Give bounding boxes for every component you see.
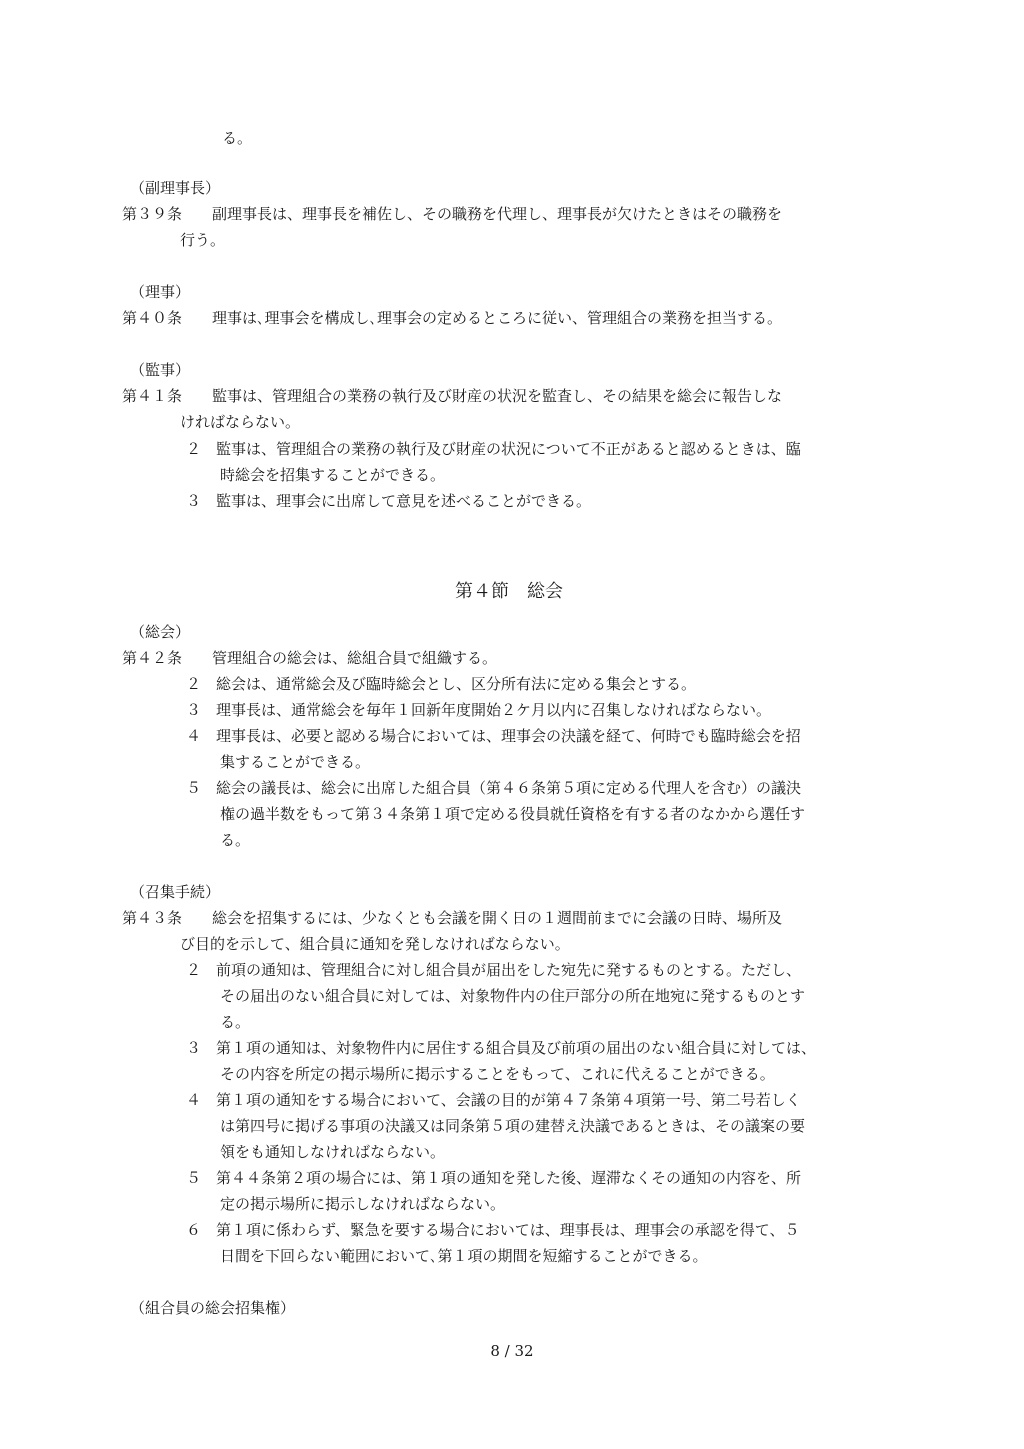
text-line: 集することができる。	[220, 753, 371, 771]
article-40: 第４０条 理事は､理事会を構成し､理事会の定めるところに従い、管理組合の業務を担当する。	[122, 309, 783, 327]
article-heading: （総会）	[130, 623, 191, 641]
paragraph-item: ５ 第４４条第２項の場合には、第１項の通知を発した後、遅滞なくその通知の内容を、所	[186, 1169, 802, 1187]
text-line: る。	[222, 129, 253, 147]
text-line: る。	[220, 1013, 251, 1031]
paragraph-item: ４ 第１項の通知をする場合において、会議の目的が第４７条第４項第一号、第二号若しく	[186, 1091, 801, 1109]
text-line: 行う。	[180, 231, 226, 249]
section-title: 第４節 総会	[455, 581, 563, 602]
text-line: 定の掲示場所に掲示しなければならない。	[220, 1195, 506, 1213]
text-line: び目的を示して、組合員に通知を発しなければならない。	[180, 935, 570, 953]
text-line: 領をも通知しなければならない。	[220, 1143, 446, 1161]
article-heading: （組合員の総会招集権）	[130, 1299, 296, 1317]
paragraph-item: ５ 総会の議長は、総会に出席した組合員（第４６条第５項に定める代理人を含む）の議決	[186, 779, 802, 797]
text-line: る。	[220, 831, 251, 849]
text-line: その内容を所定の掲示場所に掲示することをもって、これに代えることができる。	[220, 1065, 775, 1083]
text-line: は第四号に掲げる事項の決議又は同条第５項の建替え決議であるときは、その議案の要	[220, 1117, 806, 1135]
paragraph-item: ６ 第１項に係わらず、緊急を要する場合においては、理事長は、理事会の承認を得て、５	[186, 1221, 800, 1239]
article-39: 第３９条 副理事長は、理事長を補佐し、その職務を代理し、理事長が欠けたときはその職務を	[122, 205, 783, 223]
text-line: 時総会を招集することができる。	[220, 466, 446, 484]
page-number: 8 / 32	[490, 1342, 534, 1360]
text-line: その届出のない組合員に対しては、対象物件内の住戸部分の所在地宛に発するものとす	[220, 987, 806, 1005]
text-line: ければならない。	[180, 413, 301, 431]
paragraph-item: ２ 前項の通知は、管理組合に対し組合員が届出をした宛先に発するものとする。ただし、	[186, 961, 802, 979]
article-42: 第４２条 管理組合の総会は、総組合員で組織する。	[122, 649, 498, 667]
paragraph-item: ４ 理事長は、必要と認める場合においては、理事会の決議を経て、何時でも臨時総会を招	[186, 727, 801, 745]
paragraph-item: ２ 監事は、管理組合の業務の執行及び財産の状況について不正があると認めるときは、臨	[186, 440, 801, 458]
article-heading: （召集手続）	[130, 883, 221, 901]
paragraph-item: ３ 第１項の通知は、対象物件内に居住する組合員及び前項の届出のない組合員に対しては、	[186, 1039, 817, 1057]
article-41: 第４１条 監事は、管理組合の業務の執行及び財産の状況を監査し、その結果を総会に報告しな	[122, 387, 783, 405]
article-43: 第４３条 総会を招集するには、少なくとも会議を開く日の１週間前までに会議の日時、場所及	[122, 909, 783, 927]
article-heading: （監事）	[130, 361, 191, 379]
paragraph-item: ３ 監事は、理事会に出席して意見を述べることができる。	[186, 492, 592, 510]
paragraph-item: ２ 総会は、通常総会及び臨時総会とし、区分所有法に定める集会とする。	[186, 675, 697, 693]
paragraph-item: ３ 理事長は、通常総会を毎年１回新年度開始２ケ月以内に召集しなければならない。	[186, 701, 772, 719]
article-heading: （理事）	[130, 283, 191, 301]
text-line: 日間を下回らない範囲において､第１項の期間を短縮することができる。	[220, 1247, 708, 1265]
text-line: 権の過半数をもって第３４条第１項で定める役員就任資格を有する者のなかから選任す	[220, 805, 806, 823]
article-heading: （副理事長）	[130, 179, 221, 197]
